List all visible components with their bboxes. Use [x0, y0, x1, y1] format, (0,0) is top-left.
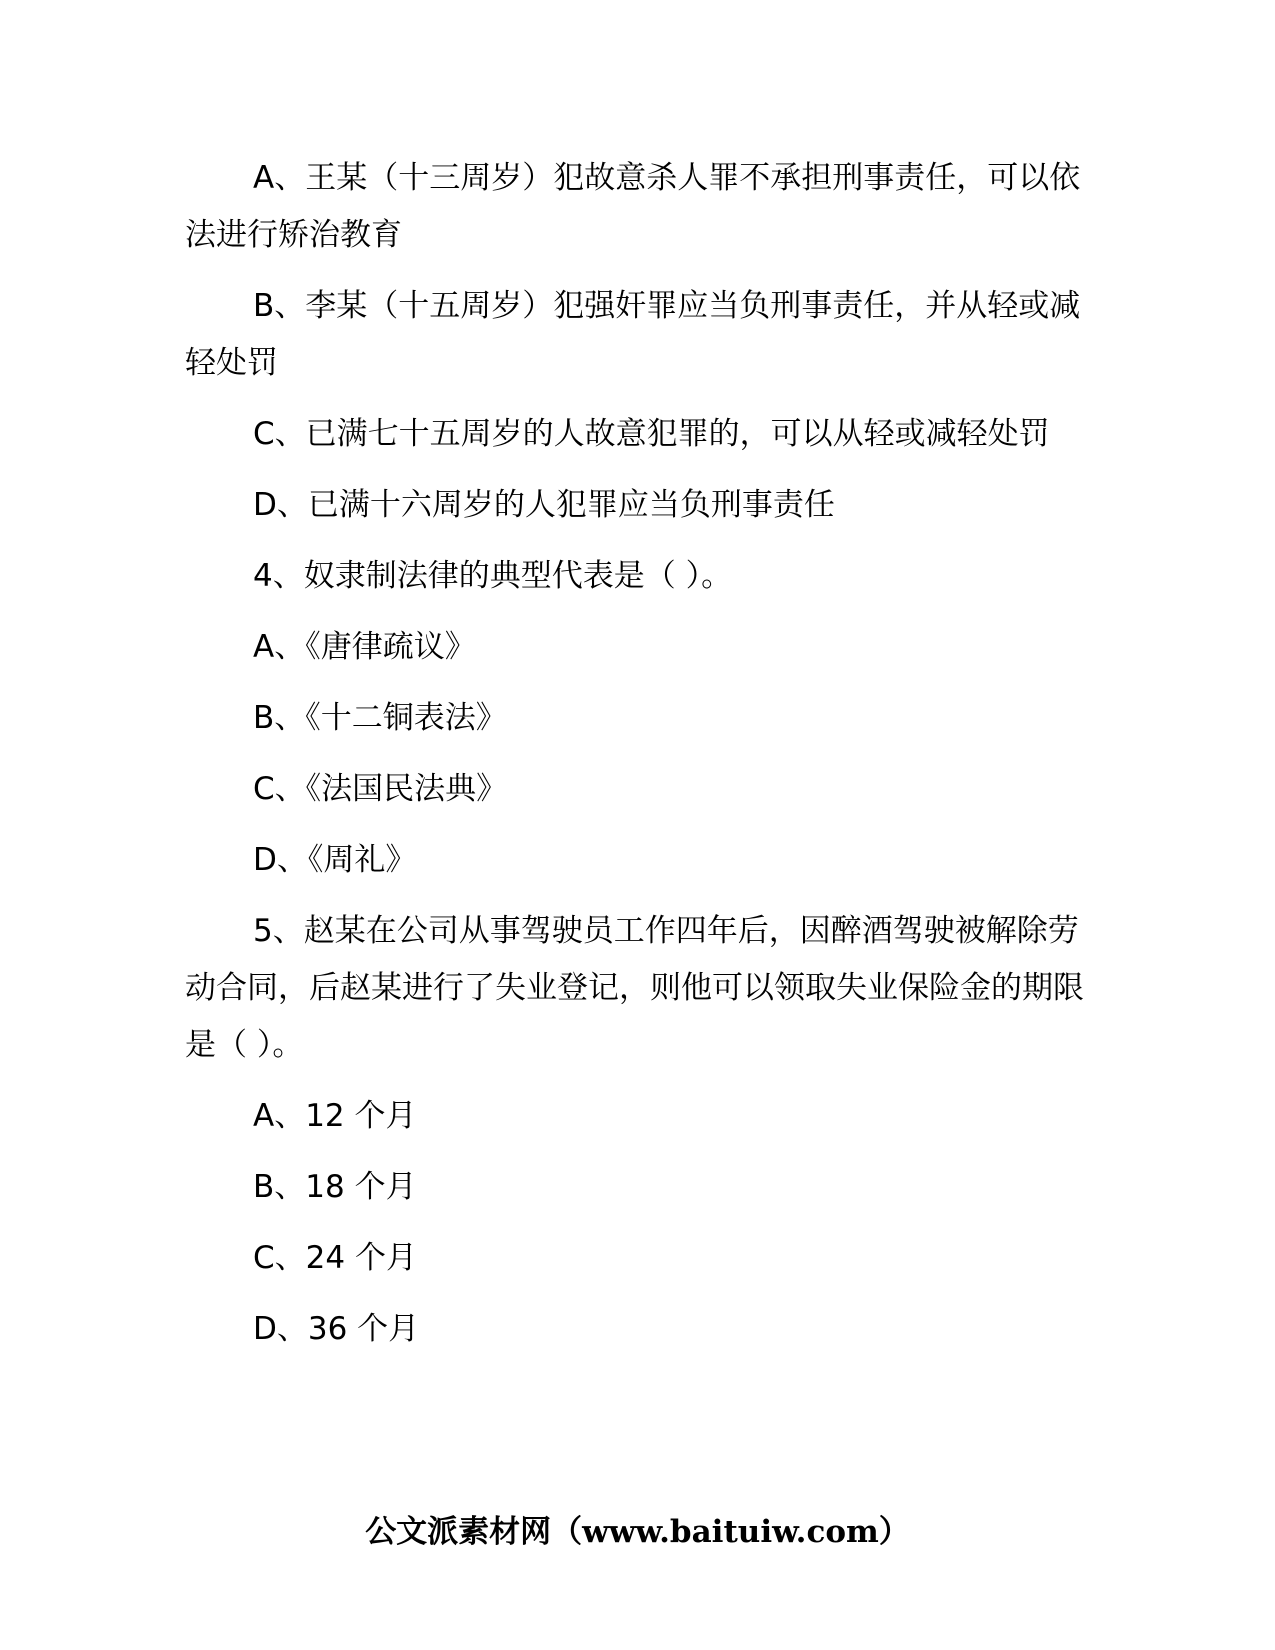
question-5-option-c: C、24 个月: [253, 1240, 417, 1276]
question-5: 5、赵某在公司从事驾驶员工作四年后，因醉酒驾驶被解除劳动合同，后赵某进行了失业登记，则他可以领取失业保险金的期限是（ ）。: [185, 913, 1084, 1063]
question-4: 4、奴隶制法律的典型代表是（ ）。: [253, 558, 733, 594]
question-4-option-c: C、《法国民法典》: [253, 771, 508, 807]
option-a-paragraph: A、王某（十三周岁）犯故意杀人罪不承担刑事责任，可以依法进行矫治教育: [185, 160, 1081, 253]
question-4-option-b: B、《十二铜表法》: [253, 700, 507, 736]
option-d-paragraph: D、已满十六周岁的人犯罪应当负刑事责任: [253, 487, 835, 523]
question-5-option-a: A、12 个月: [253, 1098, 417, 1134]
question-5-option-b: B、18 个月: [253, 1169, 417, 1205]
option-b-paragraph: B、李某（十五周岁）犯强奸罪应当负刑事责任，并从轻或减轻处罚: [185, 288, 1081, 381]
document-body: [185, 150, 1090, 1372]
question-5-option-d: D、36 个月: [253, 1311, 420, 1347]
footer-source: 公文派素材网（www.baituiw.com）: [365, 1514, 910, 1550]
question-4-option-a: A、《唐律疏议》: [253, 629, 476, 665]
question-4-option-d: D、《周礼》: [253, 842, 417, 878]
option-c-paragraph: C、已满七十五周岁的人故意犯罪的，可以从轻或减轻处罚: [253, 416, 1050, 452]
